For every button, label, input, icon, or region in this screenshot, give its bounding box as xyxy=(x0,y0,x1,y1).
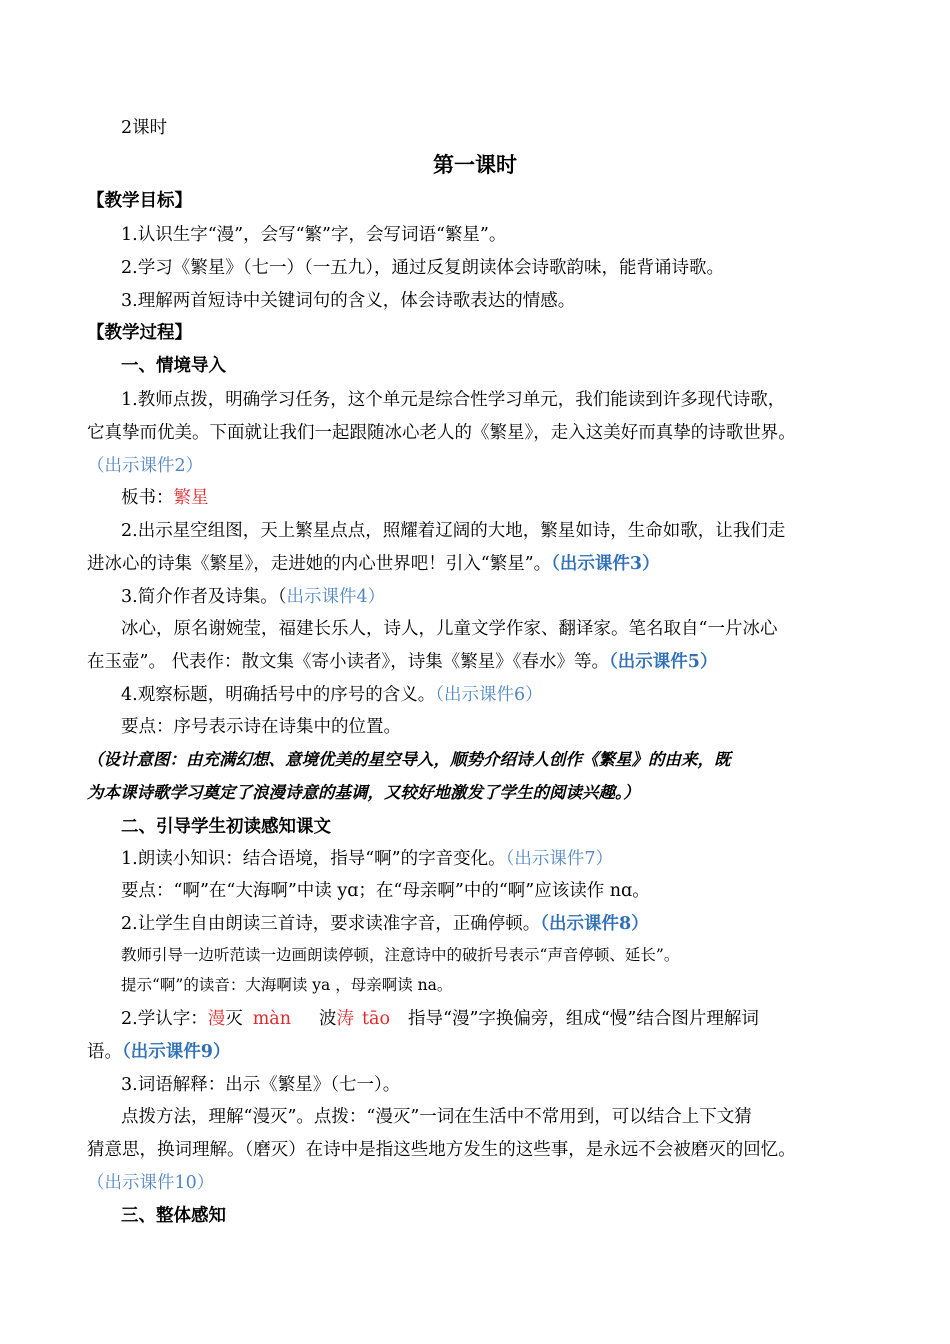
process-heading: 【教学过程】 xyxy=(87,323,192,343)
word-first: 波 xyxy=(319,1009,337,1029)
design-intent-line: 为本课诗歌学习奠定了浪漫诗意的基调，又较好地激发了学生的阅读兴趣。） xyxy=(87,783,640,802)
word-rest: 灭 xyxy=(225,1009,243,1029)
paragraph-line: 要点：序号表示诗在诗集中的位置。 xyxy=(121,717,401,737)
character-study-line xyxy=(121,1007,759,1031)
new-character: 漫 xyxy=(207,1009,226,1029)
paragraph-text: 4.观察标题，明确括号中的序号的含义。 xyxy=(121,685,436,705)
paragraph-line: 3.词语解释：出示《繁星》（七一）。 xyxy=(121,1075,401,1095)
paragraph-text: 在玉壶”。 代表作：散文集《寄小读者》，诗集《繁星》《春水》等。 xyxy=(87,652,610,672)
courseware-ref: （出示课件8） xyxy=(540,914,649,934)
paragraph-line xyxy=(121,912,649,936)
design-intent-line: （设计意图：由充满幻想、意境优美的星空导入，顺势介绍诗人创作《繁星》的由来，既 xyxy=(87,750,731,769)
courseware-ref: （出示课件10） xyxy=(87,1173,215,1193)
courseware-ref: （出示课件9） xyxy=(122,1042,231,1062)
paragraph-text: 3.简介作者及诗集。（ xyxy=(121,587,287,607)
pinyin: màn xyxy=(252,1009,292,1029)
paragraph-line xyxy=(121,847,613,871)
goal-item: 1.认识生字“漫”，会写“繁”字，会写词语“繁星”。 xyxy=(121,225,507,245)
page-title: 第一课时 xyxy=(433,152,517,177)
paragraph-line: 教师引导一边听范读一边画朗读停顿，注意诗中的破折号表示“声音停顿、延长”。 xyxy=(121,946,680,964)
paragraph-line: 它真挚而优美。下面就让我们一起跟随冰心老人的《繁星》，走入这美好而真挚的诗歌世界。 xyxy=(87,423,796,443)
courseware-ref: （出示课件5） xyxy=(609,652,718,672)
paragraph-text: 指导“漫”字换偏旁，组成“慢”结合图片理解词 xyxy=(408,1009,759,1029)
paragraph-line: 2.出示星空组图，天上繁星点点，照耀着辽阔的大地，繁星如诗，生命如歌，让我们走 xyxy=(121,521,786,541)
paragraph-line: 冰心，原名谢婉莹，福建长乐人，诗人，儿童文学作家、翻译家。笔名取自“一片冰心 xyxy=(121,619,778,639)
paragraph-line: 猜意思，换词理解。（磨灭）在诗中是指这些地方发生的这些事，是永远不会被磨灭的回忆。 xyxy=(87,1140,796,1160)
goals-heading: 【教学目标】 xyxy=(87,191,192,211)
paragraph-line: 1.教师点拨，明确学习任务，这个单元是综合性学习单元，我们能读到许多现代诗歌， xyxy=(121,390,786,410)
paragraph-text: 进冰心的诗集《繁星》，走进她的内心世界吧！引入“繁星”。 xyxy=(87,554,552,574)
board-label: 板书： xyxy=(121,488,174,508)
section-heading: 二、引导学生初读感知课文 xyxy=(121,817,331,837)
paragraph-line: 要点：“啊”在“大海啊”中读 yɑ；在“母亲啊”中的“啊”应该读作 nɑ。 xyxy=(121,881,650,901)
section-heading: 一、情境导入 xyxy=(121,356,226,376)
paragraph-line xyxy=(87,1040,230,1064)
character-study-label: 2.学认字： xyxy=(121,1009,208,1029)
pinyin: tāo xyxy=(362,1009,391,1029)
paragraph-line xyxy=(87,552,660,576)
board-text: 繁星 xyxy=(173,488,209,508)
paragraph-line: 提示“啊”的读音：大海啊读 ya ，母亲啊读 na。 xyxy=(121,976,453,994)
courseware-ref: （出示课件2） xyxy=(87,456,204,476)
paragraph-text: 语。 xyxy=(87,1042,122,1062)
new-character: 涛 xyxy=(336,1009,355,1029)
courseware-ref: （出示课件3） xyxy=(551,554,660,574)
paragraph-line: 点拨方法，理解“漫灭”。点拨：“漫灭”一词在生活中不常用到，可以结合上下文猜 xyxy=(121,1107,752,1127)
lesson-count: 2课时 xyxy=(121,118,168,138)
paragraph-line xyxy=(87,650,717,674)
courseware-ref: 出示课件4） xyxy=(286,587,386,607)
board-note xyxy=(121,486,209,510)
paragraph-line xyxy=(121,683,543,707)
section-heading: 三、整体感知 xyxy=(121,1206,226,1226)
courseware-ref: （出示课件6） xyxy=(435,685,543,705)
goal-item: 3.理解两首短诗中关键词句的含义，体会诗歌表达的情感。 xyxy=(121,291,576,311)
paragraph-line xyxy=(121,585,385,609)
paragraph-text: 2.让学生自由朗读三首诗，要求读准字音，正确停顿。 xyxy=(121,914,541,934)
paragraph-text: 1.朗读小知识：结合语境，指导“啊”的字音变化。 xyxy=(121,849,506,869)
goal-item: 2.学习《繁星》（七一）（一五九），通过反复朗读体会诗歌韵味，能背诵诗歌。 xyxy=(121,258,724,278)
courseware-ref: （出示课件7） xyxy=(505,849,613,869)
